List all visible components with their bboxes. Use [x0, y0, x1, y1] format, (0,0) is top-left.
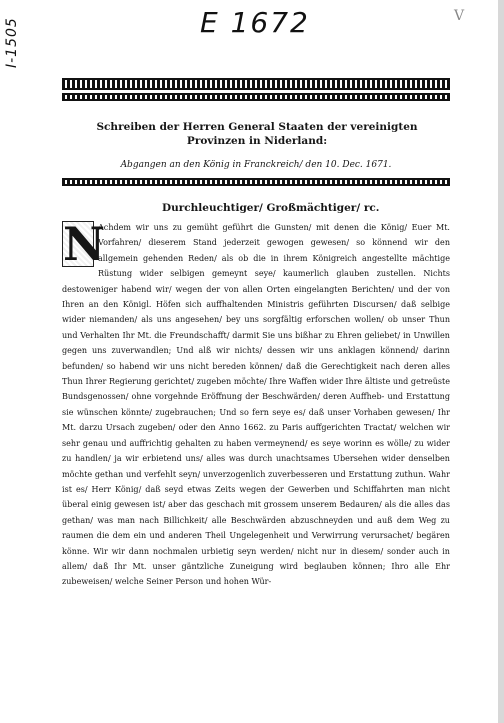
document-subtitle: Abgangen an den König in Franckreich/ den 10. Dec. 1671. — [120, 160, 392, 170]
document-title: Schreiben der Herren General Staaten der vereinigten Provinzen in Niderland: — [96, 121, 418, 147]
archive-mark: I-1505 — [4, 17, 20, 68]
salutation: Durchleuchtiger/ Großmächtiger/ rc. — [162, 202, 380, 214]
body-paragraph: Achdem wir uns zu gemüht geführt die Gunsten/ mit denen die König/ Euer Mt. Vorfahren/ dieserem Stand jederzeit gewogen gewesen/ so könnend wir den allgemein gehenden Reden/ als ob die in ihrem Königreich angestellte mächtige Rüstung wider selbigen gemeynt seye/ kaumerlich glauben zustellen. Nichts destoweniger habend wir/ wegen der von allen Orten eingelangten Berichten/ und der von Ihren an den Königl. Höfen sich auffhaltenden Ministris geführten Discursen/ daß selbige wider niemanden/ als uns angesehen/ bey uns sorgfältig erforschen wollen/ ob unser Thun und Verhalten Ihr Mt. die Freundschafft/ darmit Sie uns bißhar zu Ehren geliebet/ in Unwillen gegen uns zuverwandlen; Und alß wir nichts/ dessen wir uns anklagen könnend/ darinn befunden/ so habend wir uns nicht bereden können/ daß die Gerechtigkeit nach deren alles Thun Ihrer Regierung gerichtet/ zugeben möchte/ Ihre Waffen wider Ihre ältiste und getreüste Bundsgenossen/ ohne vorgehnde Eröffnung der Beschwärden/ deren Auffheb- und Erstattung sie wünschen könnte/ zugebrauchen; Und so fern seye es/ daß unser Vorhaben gewesen/ Ihr Mt. darzu Ursach zugeben/ oder den Anno 1662. zu Paris auffgerichten Tractat/ welchen wir sehr genau und auffrichtig gehalten zu haben vermeynend/ es seye worinn es wölle/ zu wider zu handlen/ ja wir erbietend uns/ alles was durch unachtsames Ubersehen wider denselben möchte gethan und verfehlt seyn/ unverzogenlich zuverbesseren und Erstattung zuthun. Wahr ist es/ Herr König/ daß seyd etwas Zeits wegen der Gewerben und Schiffahrten man nicht überal einig gewesen ist/ aber das geschach mit grossem unserem Bedauren/ als die alles das gethan/ was man nach Billichkeit/ alle Beschwärden abzuschneyden und auß dem Weg zu raumen die dem ein und anderen Theil Ungelegenheit und Verwirrung verursachet/ begären könne. Wir wir dann nochmalen urbietig seyn werden/ nicht nur in diesem/ sonder auch in allem/ daß Ihr Mt. unser gäntzliche Zuneigung wird beglauben können; Ihro alle Ehr zubeweisen/ welche Seiner Person und hohen Wür- — [62, 223, 450, 587]
corner-mark: V — [454, 8, 465, 24]
ornament-band-second — [62, 93, 450, 101]
body-text — [62, 220, 450, 616]
print-area — [62, 78, 450, 618]
ornament-band-divider — [62, 178, 450, 186]
call-number: E 1672 — [200, 6, 310, 39]
ornament-band-top — [62, 78, 450, 90]
page-edge-shadow — [498, 0, 504, 723]
decorated-initial: N — [63, 220, 106, 271]
